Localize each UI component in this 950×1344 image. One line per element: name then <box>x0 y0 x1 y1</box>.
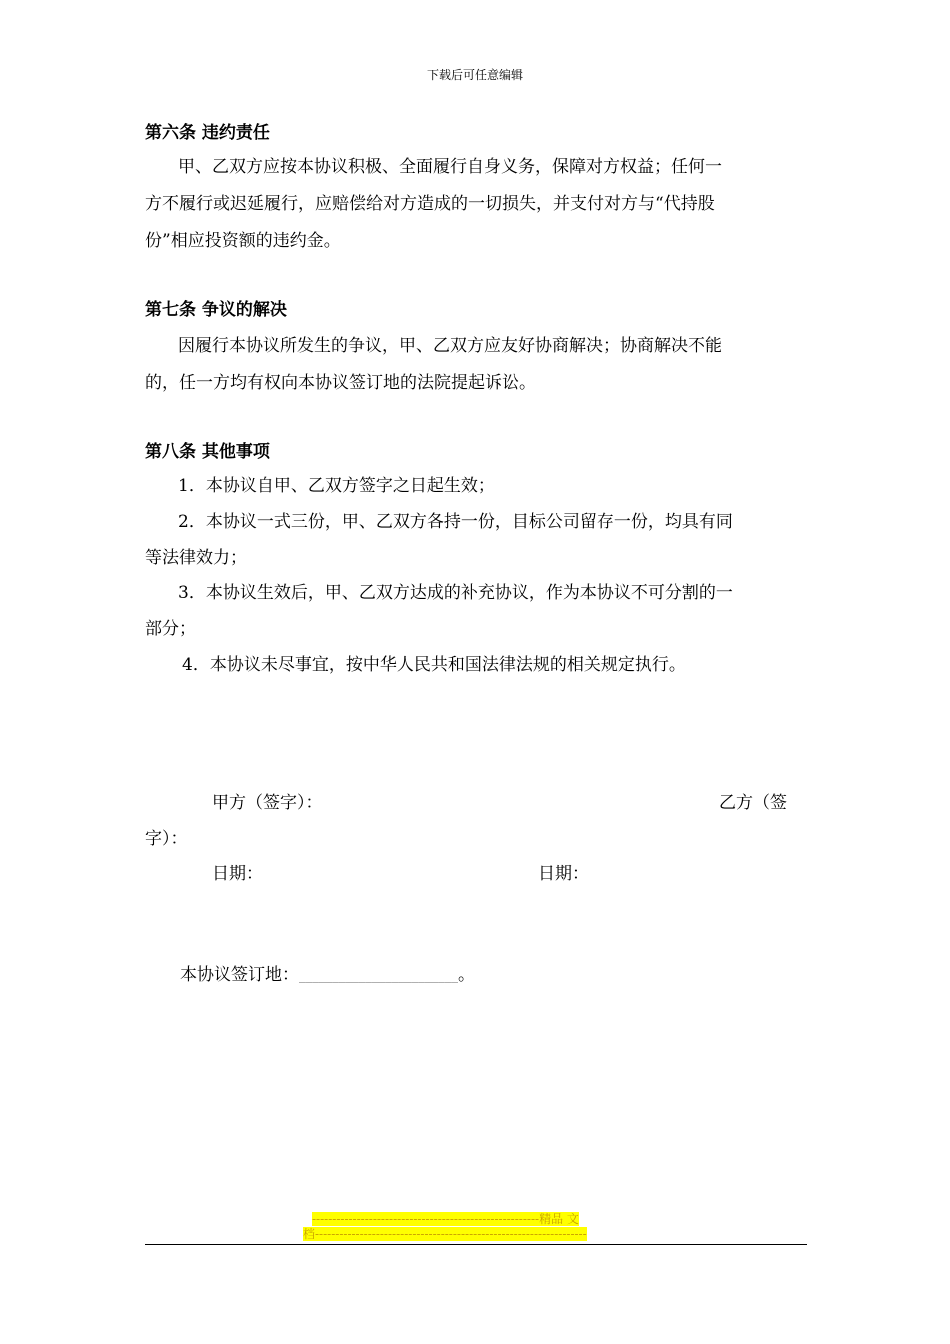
section-6-line-3: 份”相应投资额的违约金。 <box>145 231 341 251</box>
page-header: 下载后可任意编辑 <box>426 68 523 82</box>
section-8-item-3: 3．本协议生效后，甲、乙双方达成的补充协议，作为本协议不可分割的一 <box>178 583 733 603</box>
section-8-item-4: 4．本协议未尽事宜，按中华人民共和国法律法规的相关规定执行。 <box>182 655 686 675</box>
section-8-item-2-cont: 等法律效力； <box>145 548 247 568</box>
signing-place-end: 。 <box>457 965 475 985</box>
section-6-title: 第六条 违约责任 <box>145 123 270 143</box>
section-8-title: 第八条 其他事项 <box>145 442 270 462</box>
party-b-date-label: 日期： <box>538 864 589 884</box>
section-8-item-2: 2．本协议一式三份，甲、乙双方各持一份，目标公司留存一份，均具有同 <box>178 512 733 532</box>
signing-place-label: 本协议签订地： <box>180 965 299 985</box>
party-b-signature-label-cont: 字）： <box>145 829 188 849</box>
section-7-title: 第七条 争议的解决 <box>145 300 287 320</box>
section-8-item-1: 1．本协议自甲、乙双方签字之日起生效； <box>178 476 495 496</box>
footer-line-1: --------------------------------------------------------精品 文 <box>312 1212 579 1226</box>
footer-line-2: 档------------------------------------------------------------------- <box>303 1227 587 1241</box>
footer-rule <box>145 1244 807 1245</box>
section-8-item-3-cont: 部分； <box>145 619 196 639</box>
section-7-line-1: 因履行本协议所发生的争议，甲、乙双方应友好协商解决；协商解决不能 <box>178 336 722 356</box>
party-a-signature-label: 甲方（签字）： <box>212 793 323 813</box>
party-a-date-label: 日期： <box>212 864 263 884</box>
signing-place <box>180 960 475 985</box>
signing-place-blank: ________________________ <box>299 970 458 983</box>
section-6-line-1: 甲、乙双方应按本协议积极、全面履行自身义务，保障对方权益；任何一 <box>178 157 722 177</box>
party-b-signature-label: 乙方（签 <box>719 793 787 813</box>
section-6-line-2: 方不履行或迟延履行，应赔偿给对方造成的一切损失，并支付对方与“代持股 <box>145 194 715 214</box>
section-7-line-2: 的，任一方均有权向本协议签订地的法院提起诉讼。 <box>145 373 536 393</box>
